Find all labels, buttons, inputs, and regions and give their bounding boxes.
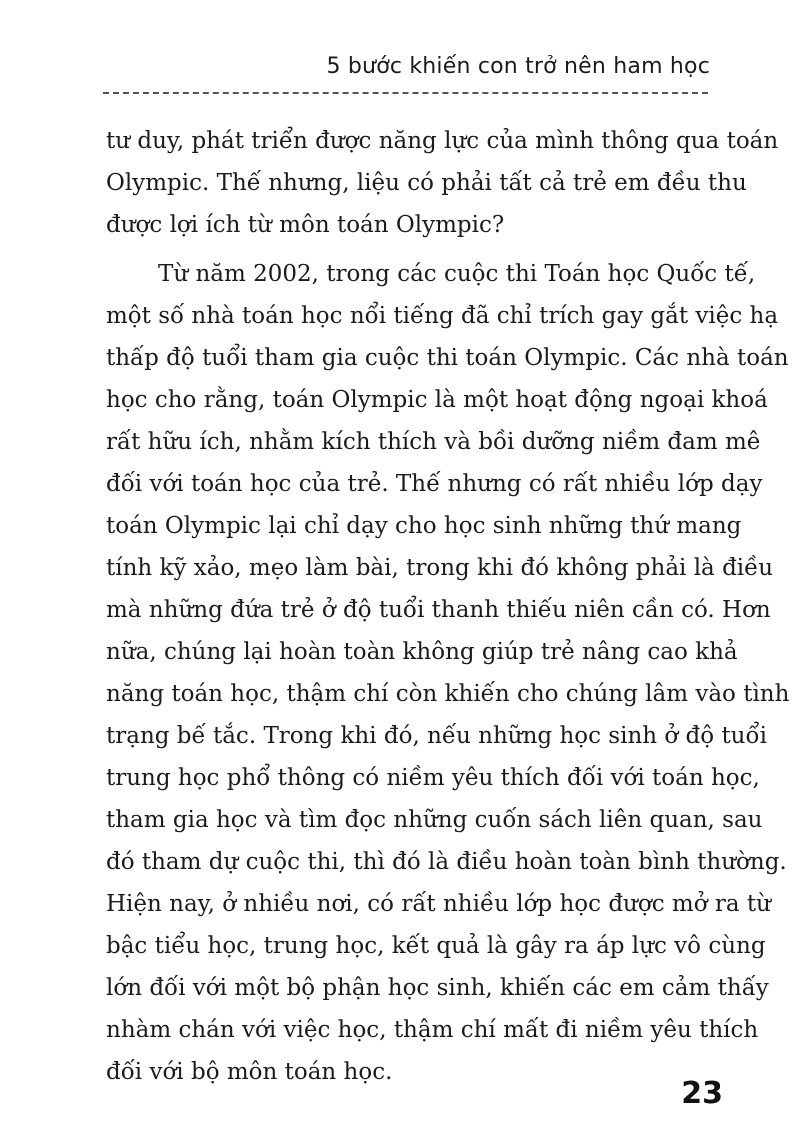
text-line: bậc tiểu học, trung học, kết quả là gây ra áp lực vô cùng xyxy=(106,933,766,959)
text-line: đó tham dự cuộc thi, thì đó là điều hoàn toàn bình thường. xyxy=(106,849,787,875)
text-line: tính kỹ xảo, mẹo làm bài, trong khi đó không phải là điều xyxy=(106,555,774,581)
text-line: Hiện nay, ở nhiều nơi, có rất nhiều lớp học được mở ra từ xyxy=(106,891,771,917)
text-line: học cho rằng, toán Olympic là một hoạt động ngoại khoá xyxy=(106,387,768,413)
text-line: một số nhà toán học nổi tiếng đã chỉ trích gay gắt việc hạ xyxy=(106,303,779,329)
page-number: 23 xyxy=(681,1076,723,1111)
text-line: nhàm chán với việc học, thậm chí mất đi niềm yêu thích xyxy=(106,1017,759,1043)
text-line: tư duy, phát triển được năng lực của mình thông qua toán xyxy=(106,128,779,154)
text-line: rất hữu ích, nhằm kích thích và bồi dưỡng niềm đam mê xyxy=(106,429,761,455)
text-line: mà những đứa trẻ ở độ tuổi thanh thiếu niên cần có. Hơn xyxy=(106,597,771,623)
text-line: toán Olympic lại chỉ dạy cho học sinh những thứ mang xyxy=(106,513,742,539)
text-line: nữa, chúng lại hoàn toàn không giúp trẻ nâng cao khả xyxy=(106,639,738,665)
paragraph-2 xyxy=(106,253,790,1093)
text-line: năng toán học, thậm chí còn khiến cho chúng lâm vào tình xyxy=(106,681,790,707)
text-line: thấp độ tuổi tham gia cuộc thi toán Olympic. Các nhà toán xyxy=(106,345,789,371)
text-line: lớn đối với một bộ phận học sinh, khiến các em cảm thấy xyxy=(106,975,769,1001)
running-header-title: 5 bước khiến con trở nên ham học xyxy=(326,54,710,79)
text-line: tham gia học và tìm đọc những cuốn sách liên quan, sau xyxy=(106,807,763,833)
text-line: trạng bế tắc. Trong khi đó, nếu những học sinh ở độ tuổi xyxy=(106,723,767,749)
text-line: đối với bộ môn toán học. xyxy=(106,1059,393,1085)
paragraph-gap xyxy=(106,246,710,253)
text-line: đối với toán học của trẻ. Thế nhưng có rất nhiều lớp dạy xyxy=(106,471,763,497)
paragraph-1 xyxy=(106,120,779,246)
text-line: được lợi ích từ môn toán Olympic? xyxy=(106,212,505,238)
body-text xyxy=(106,120,790,1093)
text-line: Olympic. Thế nhưng, liệu có phải tất cả trẻ em đều thu xyxy=(106,170,747,196)
text-line: Từ năm 2002, trong các cuộc thi Toán học Quốc tế, xyxy=(158,261,756,287)
text-line: trung học phổ thông có niềm yêu thích đối với toán học, xyxy=(106,765,760,791)
header-dashed-rule xyxy=(103,92,708,94)
